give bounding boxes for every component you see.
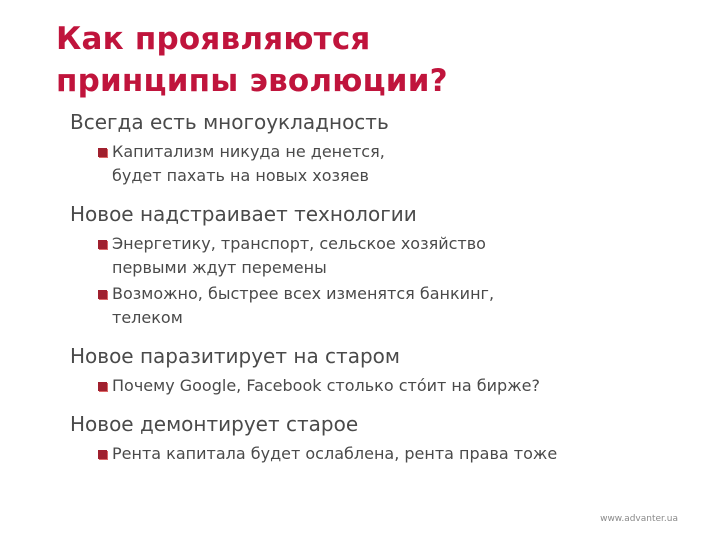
- bullet-item: [70, 282, 710, 330]
- bullet-text-line-2: будет пахать на новых хозяев: [112, 166, 369, 185]
- section-heading: Новое паразитирует на старом: [70, 344, 400, 368]
- square-bullet-icon: [98, 290, 107, 299]
- footer-website: www.advanter.ua: [600, 514, 678, 524]
- section-heading: Новое надстраивает технологии: [70, 202, 417, 226]
- bullet-item: [70, 442, 710, 466]
- content-sections: [70, 106, 710, 476]
- bullet-text-line-2: телеком: [112, 308, 183, 327]
- section-heading: Всегда есть многоукладность: [70, 110, 389, 134]
- bullet-text-line-1: Капитализм никуда не денется,: [112, 142, 385, 161]
- square-bullet-icon: [98, 382, 107, 391]
- section-parasitizes: [70, 340, 710, 398]
- bullet-text-line-1: Энергетику, транспорт, сельское хозяйство: [112, 234, 486, 253]
- slide-title: [56, 18, 448, 102]
- slide-title-line-2: принципы эволюции?: [56, 63, 448, 99]
- square-bullet-icon: [98, 148, 107, 157]
- slide-title-line-1: Как проявляются: [56, 21, 371, 57]
- section-heading: Новое демонтирует старое: [70, 412, 359, 436]
- bullet-text-line-2: первыми ждут перемены: [112, 258, 327, 277]
- bullet-item: [70, 232, 710, 280]
- square-bullet-icon: [98, 240, 107, 249]
- section-multistructure: [70, 106, 710, 188]
- section-dismantles: [70, 408, 710, 466]
- bullet-item: [70, 374, 710, 398]
- bullet-text-line-1: Рента капитала будет ослаблена, рента права тоже: [112, 444, 558, 463]
- bullet-item: [70, 140, 710, 188]
- bullet-text-line-1: Возможно, быстрее всех изменятся банкинг,: [112, 284, 495, 303]
- section-technologies: [70, 198, 710, 330]
- bullet-text-line-1: Почему Google, Facebook столько стóит на бирже?: [112, 376, 540, 395]
- square-bullet-icon: [98, 450, 107, 459]
